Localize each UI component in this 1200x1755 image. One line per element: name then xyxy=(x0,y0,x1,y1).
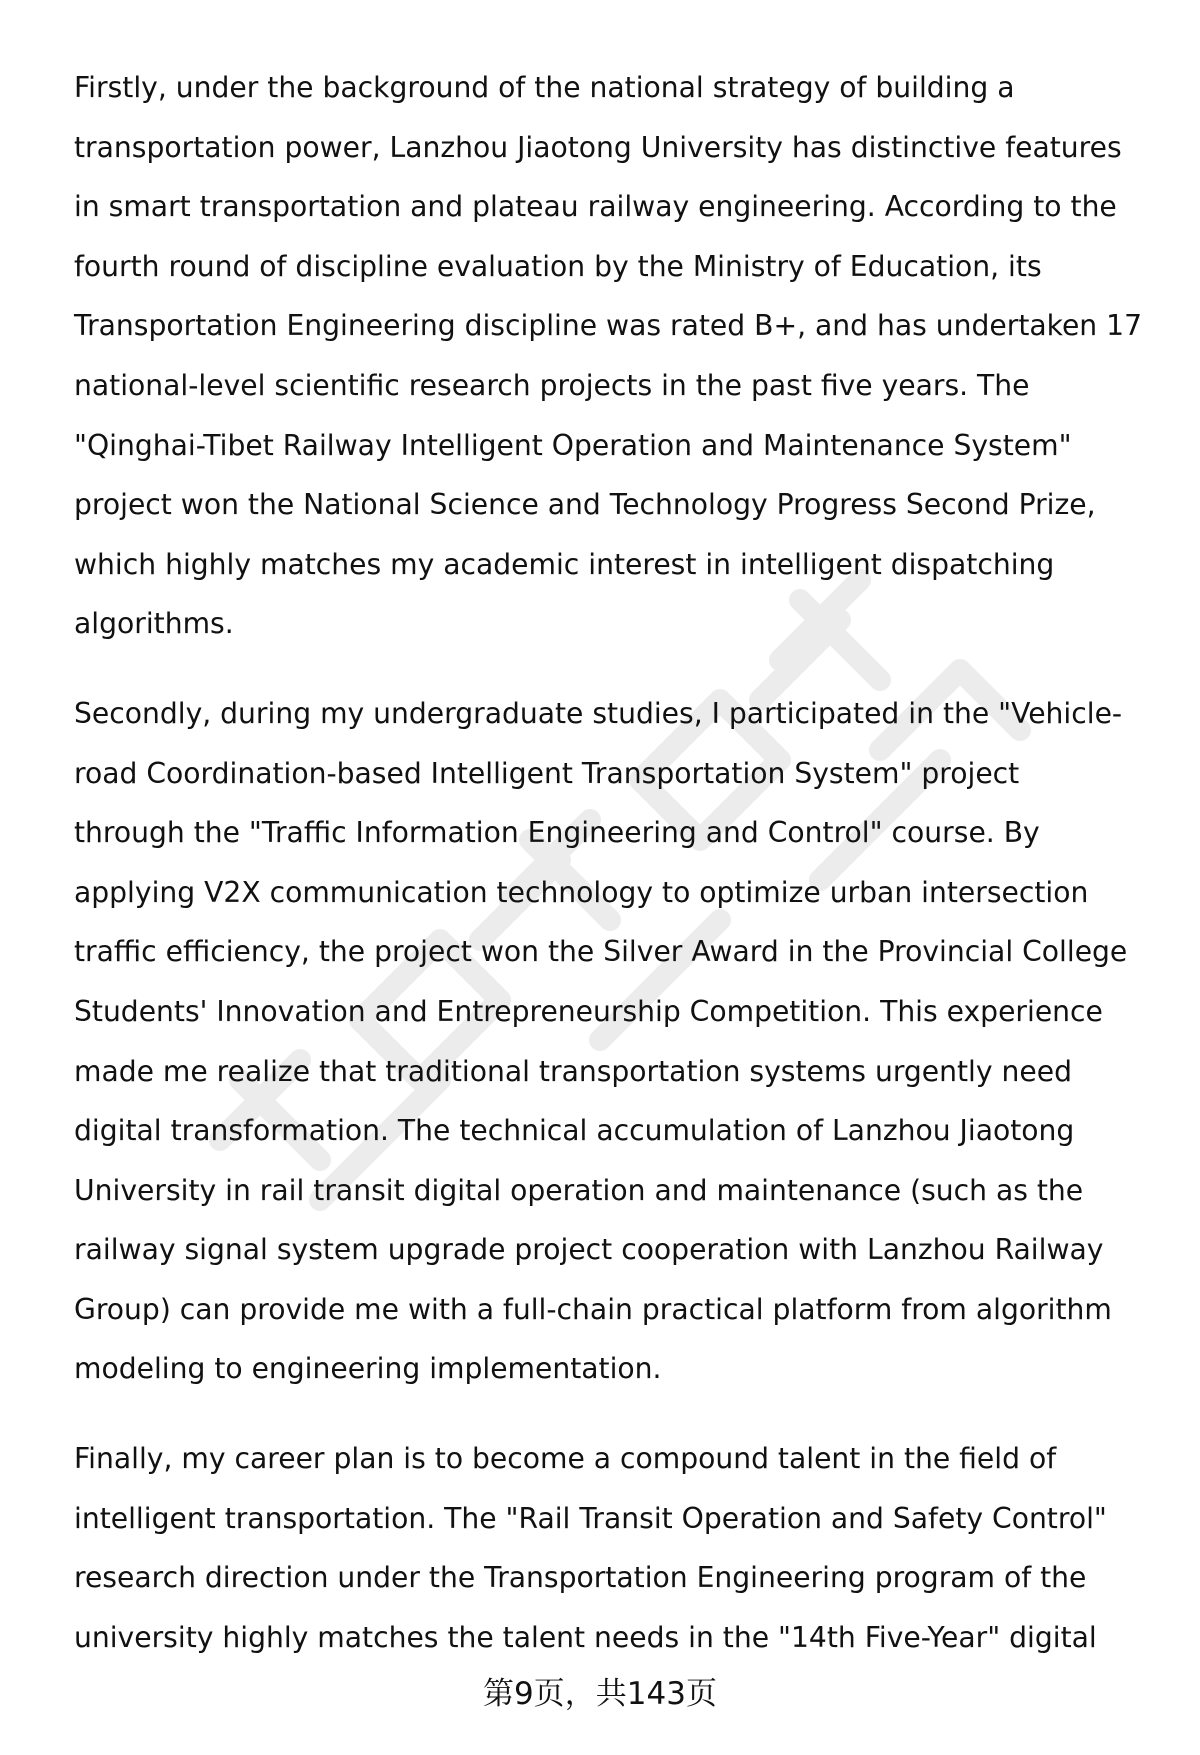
text-line: fourth round of discipline evaluation by the Ministry of Education, its xyxy=(74,249,1042,283)
text-line: Group) can provide me with a full-chain practical platform from algorithm xyxy=(74,1292,1112,1326)
text-line: traffic efficiency, the project won the Silver Award in the Provincial College xyxy=(74,935,1128,969)
text-line: University in rail transit digital operation and maintenance (such as the xyxy=(74,1173,1084,1207)
text-line: project won the National Science and Technology Progress Second Prize, xyxy=(74,488,1096,522)
text-line: made me realize that traditional transportation systems urgently need xyxy=(74,1054,1072,1088)
text-line: modeling to engineering implementation. xyxy=(74,1352,662,1386)
text-line: Students' Innovation and Entrepreneurship Competition. This experience xyxy=(74,994,1103,1028)
text-line: university highly matches the talent needs in the "14th Five-Year" digital xyxy=(74,1620,1097,1654)
text-line: Secondly, during my undergraduate studies, I participated in the "Vehicle- xyxy=(74,696,1123,730)
text-line: through the "Traffic Information Engineering and Control" course. By xyxy=(74,816,1040,850)
text-line: which highly matches my academic interest in intelligent dispatching xyxy=(74,547,1055,581)
text-line: national-level scientific research projects in the past five years. The xyxy=(74,368,1030,402)
text-line: digital transformation. The technical accumulation of Lanzhou Jiaotong xyxy=(74,1114,1075,1148)
text-line: "Qinghai-Tibet Railway Intelligent Operation and Maintenance System" xyxy=(74,428,1072,462)
text-line: in smart transportation and plateau railway engineering. According to the xyxy=(74,190,1117,224)
text-line: Firstly, under the background of the national strategy of building a xyxy=(74,71,1015,104)
paragraph-3 xyxy=(74,1429,1144,1667)
paragraph-2 xyxy=(74,684,1144,1399)
text-line: research direction under the Transportation Engineering program of the xyxy=(74,1561,1087,1595)
text-line: applying V2X communication technology to optimize urban intersection xyxy=(74,875,1089,909)
text-line: Finally, my career plan is to become a compound talent in the field of xyxy=(74,1442,1057,1476)
text-line: transportation power, Lanzhou Jiaotong University has distinctive features xyxy=(74,130,1122,164)
text-line: road Coordination-based Intelligent Transportation System" project xyxy=(74,756,1020,790)
text-line: algorithms. xyxy=(74,607,234,641)
text-line: Transportation Engineering discipline was rated B+, and has undertaken 17 xyxy=(74,309,1142,343)
paragraph-1 xyxy=(74,58,1144,654)
document-body xyxy=(74,58,1144,1697)
text-line: railway signal system upgrade project cooperation with Lanzhou Railway xyxy=(74,1233,1104,1267)
text-line: intelligent transportation. The "Rail Transit Operation and Safety Control" xyxy=(74,1501,1107,1535)
page-number-footer: 第9页，共143页 xyxy=(483,1676,717,1712)
